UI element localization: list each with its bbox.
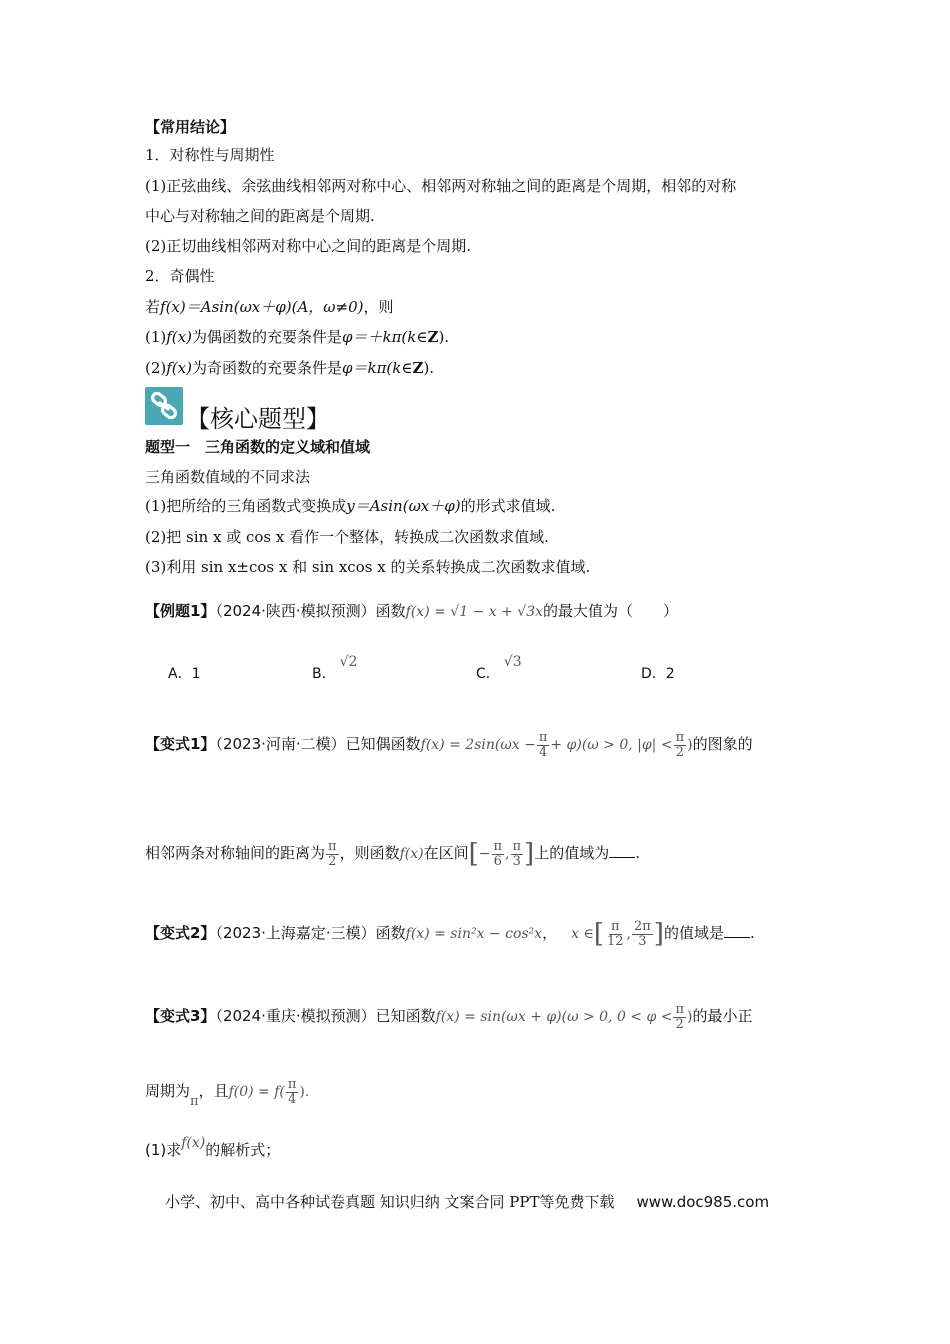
item2-line3 [145, 358, 434, 378]
denominator: 4 [288, 1091, 297, 1107]
fraction-pi-4 [286, 1078, 299, 1107]
text: 为奇函数的充要条件是 [191, 359, 342, 377]
fraction-pi-12 [605, 920, 626, 949]
denominator: 3 [638, 933, 647, 949]
function-expr: f(x) [181, 1135, 206, 1151]
question-text: 相邻两条对称轴间的距离为 [145, 844, 326, 862]
question-text: ，则函数 [339, 844, 400, 862]
set-z: Z [412, 359, 424, 377]
text: (1)把所给的三角函数式变换成 [145, 497, 347, 515]
math-expr: y＝Asin(ωx＋φ) [346, 497, 461, 515]
option-d: D．2 [641, 666, 675, 682]
numerator: π [493, 838, 503, 854]
text: 看作一个整体，转换成二次函数求值域. [289, 528, 549, 546]
item1-title: 1．对称性与周期性 [145, 146, 275, 164]
example-source: （2024·陕西·模拟预测）函数 [215, 602, 406, 620]
function-expr: + φ)(ω > 0, |φ| < [550, 737, 673, 753]
example1 [145, 601, 678, 622]
variant3-question1 [145, 1135, 280, 1166]
numerator: π [538, 729, 548, 745]
text: ， [542, 924, 558, 942]
option-c-value: √3 [503, 654, 522, 670]
math-expr: φ＝＋kπ(k∈ [341, 328, 428, 346]
item1-line3: (2)正切曲线相邻两对称中心之间的距离是个周期. [145, 237, 472, 255]
question-text: 的值域是 [663, 924, 724, 942]
option-c-label: C． [476, 666, 500, 682]
option-c [476, 654, 522, 683]
link-icon [145, 387, 183, 425]
item1-line2: 中心与对称轴之间的距离是个周期. [145, 207, 375, 225]
option-b-value: √2 [339, 654, 358, 670]
text: ). [423, 359, 435, 377]
question-text: 在区间 [423, 844, 469, 862]
core-heading: 【核心题型】 [186, 405, 330, 433]
option-b [312, 654, 358, 683]
denominator: 2 [675, 1016, 684, 1032]
math-expr: sin xcos x [311, 558, 386, 576]
fraction-pi-2 [674, 731, 687, 760]
variant3-line1 [145, 996, 753, 1037]
variant2-line: 【变式2】（2023·上海嘉定·三模）函数f(x) = sin²x − cos²x， x ∈[ $\frac{\pi}{12}$ , $\frac{2\pi}{3}$ ]的值域是 . [145, 918, 755, 949]
type1-title: 题型一 三角函数的定义域和值域 [145, 438, 371, 456]
variant-label: 【变式1】 [145, 735, 216, 753]
fraction-pi-6 [492, 840, 505, 869]
question-text: 的图象的 [692, 735, 753, 753]
text: (3)利用 [145, 558, 197, 576]
text: ). [438, 328, 450, 346]
fraction-pi-4 [537, 731, 550, 760]
answer-blank[interactable] [724, 923, 750, 938]
math-expr: f(x) [166, 328, 192, 346]
fraction-pi-2 [326, 840, 339, 869]
function-expr: f(x) = sin(ωx + φ)(ω > 0, 0 < φ < [435, 1009, 673, 1025]
denominator: 6 [493, 853, 502, 869]
fraction-2pi-3 [632, 920, 653, 949]
item2-line2 [145, 327, 449, 347]
math-expr: f(x)＝Asin(ωx＋φ)(A，ω≠0) [160, 298, 364, 316]
denominator: 12 [606, 933, 624, 949]
function-expr: ) [687, 737, 693, 753]
text: . [749, 924, 755, 942]
variant1-line1 [145, 724, 753, 765]
text: 和 [292, 558, 308, 576]
variant-source: （2023·上海嘉定·三模）函数 [215, 924, 406, 942]
numerator: π [675, 729, 685, 745]
domain-expr: x ∈ [571, 926, 594, 942]
method2 [145, 527, 549, 547]
section-title-conclusions: 【常用结论】 [145, 118, 236, 136]
question-text: ，且 [198, 1082, 229, 1100]
footer [165, 1191, 769, 1212]
question-text: 的解析式； [205, 1141, 281, 1159]
text: (2) [145, 359, 167, 377]
numerator: π [675, 1001, 685, 1017]
fraction-pi-3 [511, 840, 524, 869]
denominator: 2 [675, 744, 684, 760]
fraction-pi-2 [673, 1003, 686, 1032]
math-expr: φ＝kπ(k∈ [341, 359, 413, 377]
function-expr: ) [687, 1009, 693, 1025]
math-expr: f(x) [166, 359, 192, 377]
denominator: 2 [328, 853, 337, 869]
period-value: π [190, 1094, 199, 1109]
text: . [635, 844, 640, 862]
text: (1) [145, 328, 167, 346]
function-expr: ). [299, 1084, 310, 1100]
variant-label: 【变式3】 [145, 1007, 216, 1025]
question-text: 周期为 [145, 1082, 191, 1100]
text: 为偶函数的充要条件是 [191, 328, 342, 346]
answer-blank[interactable] [609, 843, 635, 858]
set-z: Z [427, 328, 439, 346]
denominator: 3 [512, 853, 521, 869]
method-title: 三角函数值域的不同求法 [145, 468, 311, 486]
function-expr: f(x) = 2sin(ωx − [420, 737, 536, 753]
variant-source: （2023·河南·二模）已知偶函数 [215, 735, 421, 753]
numerator: 2π [633, 918, 651, 934]
text: 若 [145, 298, 161, 316]
math-expr: sin x [186, 528, 222, 546]
numerator: π [328, 838, 337, 854]
text: 的形式求值域. [460, 497, 556, 515]
question-text: 的最大值为（ ） [543, 602, 679, 620]
variant1-line2: 相邻两条对称轴间的距离为 $\frac{\pi}{2}$ ，则函数f(x)在区间[− $\frac{\pi}{6}$ , $\frac{\pi}{3}$ ]上的值域为 . [145, 838, 640, 869]
numerator: π [512, 838, 522, 854]
function-expr: f(x) = sin²x − cos²x [405, 926, 543, 942]
footer-url[interactable]: www.doc985.com [636, 1193, 770, 1211]
question-text: 的最小正 [692, 1007, 753, 1025]
text: 或 [226, 528, 242, 546]
item2-title: 2．奇偶性 [145, 267, 215, 285]
variant-label: 【变式2】 [145, 924, 216, 942]
item1-line1: (1)正弦曲线、余弦曲线相邻两对称中心、相邻两对称轴之间的距离是个周期，相邻的对称 [145, 177, 737, 195]
numerator: π [287, 1076, 297, 1092]
footer-text: 小学、初中、高中各种试卷真题 知识归纳 文案合同 PPT等免费下载 [165, 1193, 615, 1211]
math-expr: sin x±cos x [201, 558, 288, 576]
math-expr: cos x [246, 528, 285, 546]
variant3-line2 [145, 1071, 309, 1113]
numerator: π [610, 918, 620, 934]
method1 [145, 496, 555, 516]
question-text: (1)求 [145, 1141, 182, 1159]
option-b-label: B． [312, 666, 336, 682]
question-text: 上的值域为 [534, 844, 610, 862]
method3 [145, 557, 590, 577]
variant-source: （2024·重庆·模拟预测）已知函数 [215, 1007, 436, 1025]
denominator: 4 [538, 744, 548, 760]
function-expr: f(x) [399, 846, 424, 862]
option-a: A．1 [168, 666, 201, 682]
text: (2)把 [145, 528, 182, 546]
text: ，则 [363, 298, 394, 316]
example-label: 【例题1】 [145, 602, 216, 620]
function-expr: f(x) = √1 − x + √3x [405, 604, 543, 620]
text: 的关系转换成二次函数求值域. [390, 558, 591, 576]
item2-line1 [145, 297, 394, 317]
function-expr: f(0) = f( [228, 1084, 285, 1100]
